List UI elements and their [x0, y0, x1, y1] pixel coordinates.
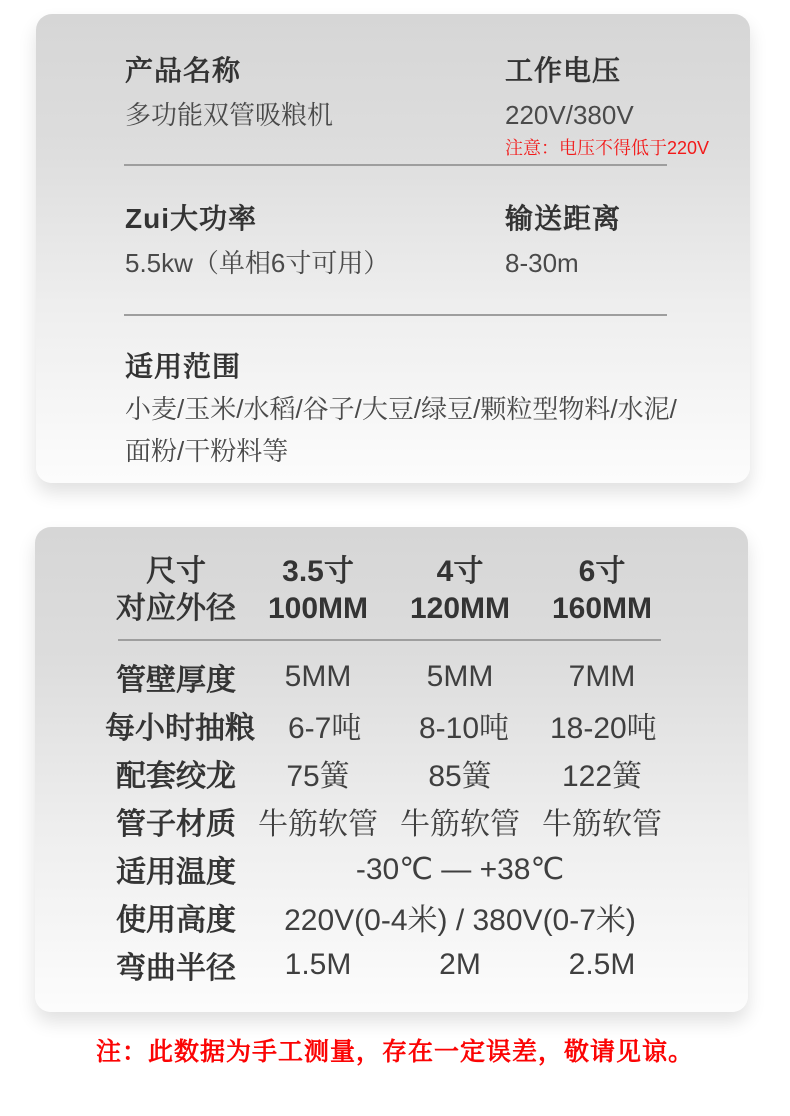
product-info-card [36, 14, 750, 483]
table-row-auger [105, 749, 673, 797]
applicable-scope-label: 适用范围 [125, 351, 242, 382]
col-diameter: 100MM [267, 592, 369, 625]
row-value: 75簧 [286, 760, 350, 793]
header-size-label [105, 553, 247, 627]
product-name-value: 多功能双管吸粮机 [125, 100, 334, 130]
applicable-scope-line-2: 面粉/干粉料等 [125, 436, 289, 466]
row-value: 8-10吨 [418, 712, 510, 745]
header-divider [118, 639, 661, 641]
table-row-wall-thickness [105, 653, 673, 701]
row-value: 2M [439, 948, 481, 981]
col-diameter: 160MM [551, 592, 653, 625]
row-label: 使用高度 [116, 904, 236, 937]
section-divider [124, 314, 667, 316]
table-row-temperature [105, 845, 673, 893]
row-label: 配套绞龙 [116, 760, 236, 793]
row-span-value: -30℃ — +38℃ [355, 852, 565, 886]
row-span-value: 220V(0-4米) / 380V(0-7米) [284, 904, 636, 937]
working-voltage-cell [505, 100, 730, 160]
row-value: 牛筋软管 [258, 808, 378, 841]
table-row-pipe-material [105, 797, 673, 845]
col-size: 4寸 [436, 555, 484, 588]
info-value-row-2 [125, 248, 730, 278]
table-row-bend-radius [105, 941, 673, 989]
max-power-value: 5.5kw（单相6寸可用） [125, 248, 390, 278]
row-value: 18-20吨 [549, 712, 657, 745]
row-label: 适用温度 [116, 856, 236, 889]
working-voltage-value: 220V/380V [505, 100, 634, 130]
row-value: 牛筋软管 [400, 808, 520, 841]
row-value: 牛筋软管 [542, 808, 662, 841]
header-col-6inch [531, 553, 673, 627]
row-value: 1.5M [284, 948, 352, 981]
spec-table-header [105, 553, 673, 627]
row-label: 每小时抽粮 [105, 712, 255, 745]
col-size: 3.5寸 [282, 555, 354, 588]
row-label: 管子材质 [116, 808, 236, 841]
measurement-disclaimer-note: 注：此数据为手工测量，存在一定误差，敬请见谅。 [95, 1038, 694, 1066]
working-voltage-label: 工作电压 [505, 55, 622, 86]
row-value: 6-7吨 [287, 712, 362, 745]
row-value: 5MM [426, 660, 494, 693]
row-label: 管壁厚度 [116, 664, 236, 697]
header-col-4inch [389, 553, 531, 627]
max-power-label: Zui大功率 [125, 203, 257, 234]
product-name-label: 产品名称 [125, 55, 242, 86]
col-size: 6寸 [578, 555, 626, 588]
applicable-scope-line-1: 小麦/玉米/水稻/谷子/大豆/绿豆/颗粒型物料/水泥/ [125, 394, 677, 424]
info-heading-row-2 [125, 202, 730, 236]
info-heading-row-1 [125, 54, 730, 88]
info-value-row-1 [125, 100, 730, 160]
spec-table [105, 553, 673, 989]
row-value: 2.5M [568, 948, 636, 981]
conveying-distance-label: 输送距离 [505, 203, 622, 234]
header-size-line-2: 对应外径 [116, 592, 236, 625]
row-value: 122簧 [561, 760, 643, 793]
col-diameter: 120MM [409, 592, 511, 625]
row-value: 5MM [284, 660, 352, 693]
voltage-warning-text: 注意：电压不得低于220V [505, 138, 710, 158]
row-value: 85簧 [428, 760, 492, 793]
header-col-3-5inch [247, 553, 389, 627]
section-divider [124, 164, 667, 166]
spec-table-card [35, 527, 748, 1012]
header-size-line-1: 尺寸 [146, 555, 206, 588]
table-row-usage-height [105, 893, 673, 941]
row-label: 弯曲半径 [116, 952, 236, 985]
conveying-distance-value: 8-30m [505, 248, 579, 278]
row-value: 7MM [568, 660, 636, 693]
product-info-content [36, 14, 750, 466]
table-row-grain-per-hour [105, 701, 673, 749]
